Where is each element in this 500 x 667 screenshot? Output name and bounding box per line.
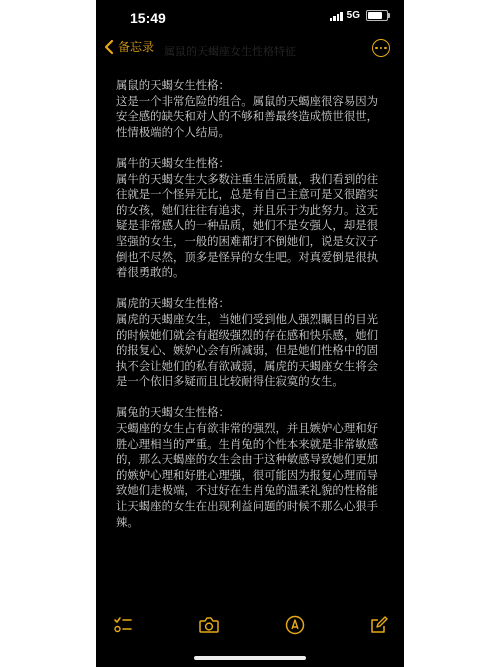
note-section [116,405,388,530]
battery-icon [366,10,388,21]
compose-button[interactable] [368,614,390,636]
phone-screen [96,0,404,667]
section-text: 属牛的天蝎女生大多数注重生活质量，我们看到的往往就是一个怪异无比，总是有自己主意可是又很踏实的女孩，她们往往有追求，并且乐于为此努力。这无疑是非常感人的一种品质，她们不是女强人，却是很坚强的女生，一般的困难都打不倒她们，说是女汉子倒也不尽然，顶多是怪异的女生吧。对真爱倒是很执着很勇敢的。 [116,171,378,280]
camera-icon [198,615,220,635]
section-heading: 属牛的天蝎女生性格： [116,155,230,170]
home-indicator[interactable] [194,656,306,660]
section-text: 天蝎座的女生占有欲非常的强烈，并且嫉妒心理和好胜心理相当的严重。生肖兔的个性本来就是非常敏感的，那么天蝎座的女生会由于这种敏感导致她们更加的嫉妒心理和好胜心理强，很可能因为报复心理而导致她们走极端，不过好在生肖兔的温柔礼貌的性格能让天蝎座的女生在出现利益问题的时候不那么心狠手辣。 [116,421,378,529]
ellipsis-dot [384,47,386,49]
nav-faded-title: 属鼠的天蝎座女生性格特征 [164,45,296,58]
back-button-label: 备忘录 [118,40,155,54]
camera-button[interactable] [198,614,220,636]
status-bar [96,0,404,36]
markup-button[interactable] [284,614,306,636]
more-options-button[interactable] [372,39,390,57]
note-section [116,78,388,140]
navigation-bar [96,36,404,64]
cellular-signal-icon [330,11,343,21]
chevron-left-icon [104,39,114,55]
network-type: 5G [346,10,360,21]
note-section [116,296,388,390]
ellipsis-dot [380,47,382,49]
section-heading: 属兔的天蝎女生性格： [116,405,230,420]
battery-level-fill [368,12,382,19]
section-heading: 属鼠的天蝎女生性格： [116,78,230,92]
note-body[interactable] [116,78,388,546]
section-heading: 属虎的天蝎女生性格： [116,296,230,311]
status-time: 15:49 [130,10,166,26]
checklist-button[interactable] [112,614,134,636]
status-indicators [330,10,388,21]
ellipsis-dot [375,47,377,49]
section-text: 属虎的天蝎座女生，当她们受到他人强烈瞩目的目光的时候她们就会有超级强烈的存在感和快乐感，她们的报复心、嫉妒心会有所减弱，但是她们性格中的固执不会让她们的私有欲减弱，属虎的天蝎座女生将会是一个依旧多疑而且比较耐得住寂寞的女生。 [116,311,378,389]
checklist-icon [113,615,133,635]
note-section [116,156,388,281]
bottom-toolbar [96,614,404,640]
compose-icon [369,615,389,635]
markup-pen-icon [285,615,305,635]
section-text: 这是一个非常危险的组合。属鼠的天蝎座很容易因为安全感的缺失和对人的不够和善最终造成愤世很世，性情极端的个人结局。 [116,93,378,139]
back-button[interactable] [104,38,154,55]
